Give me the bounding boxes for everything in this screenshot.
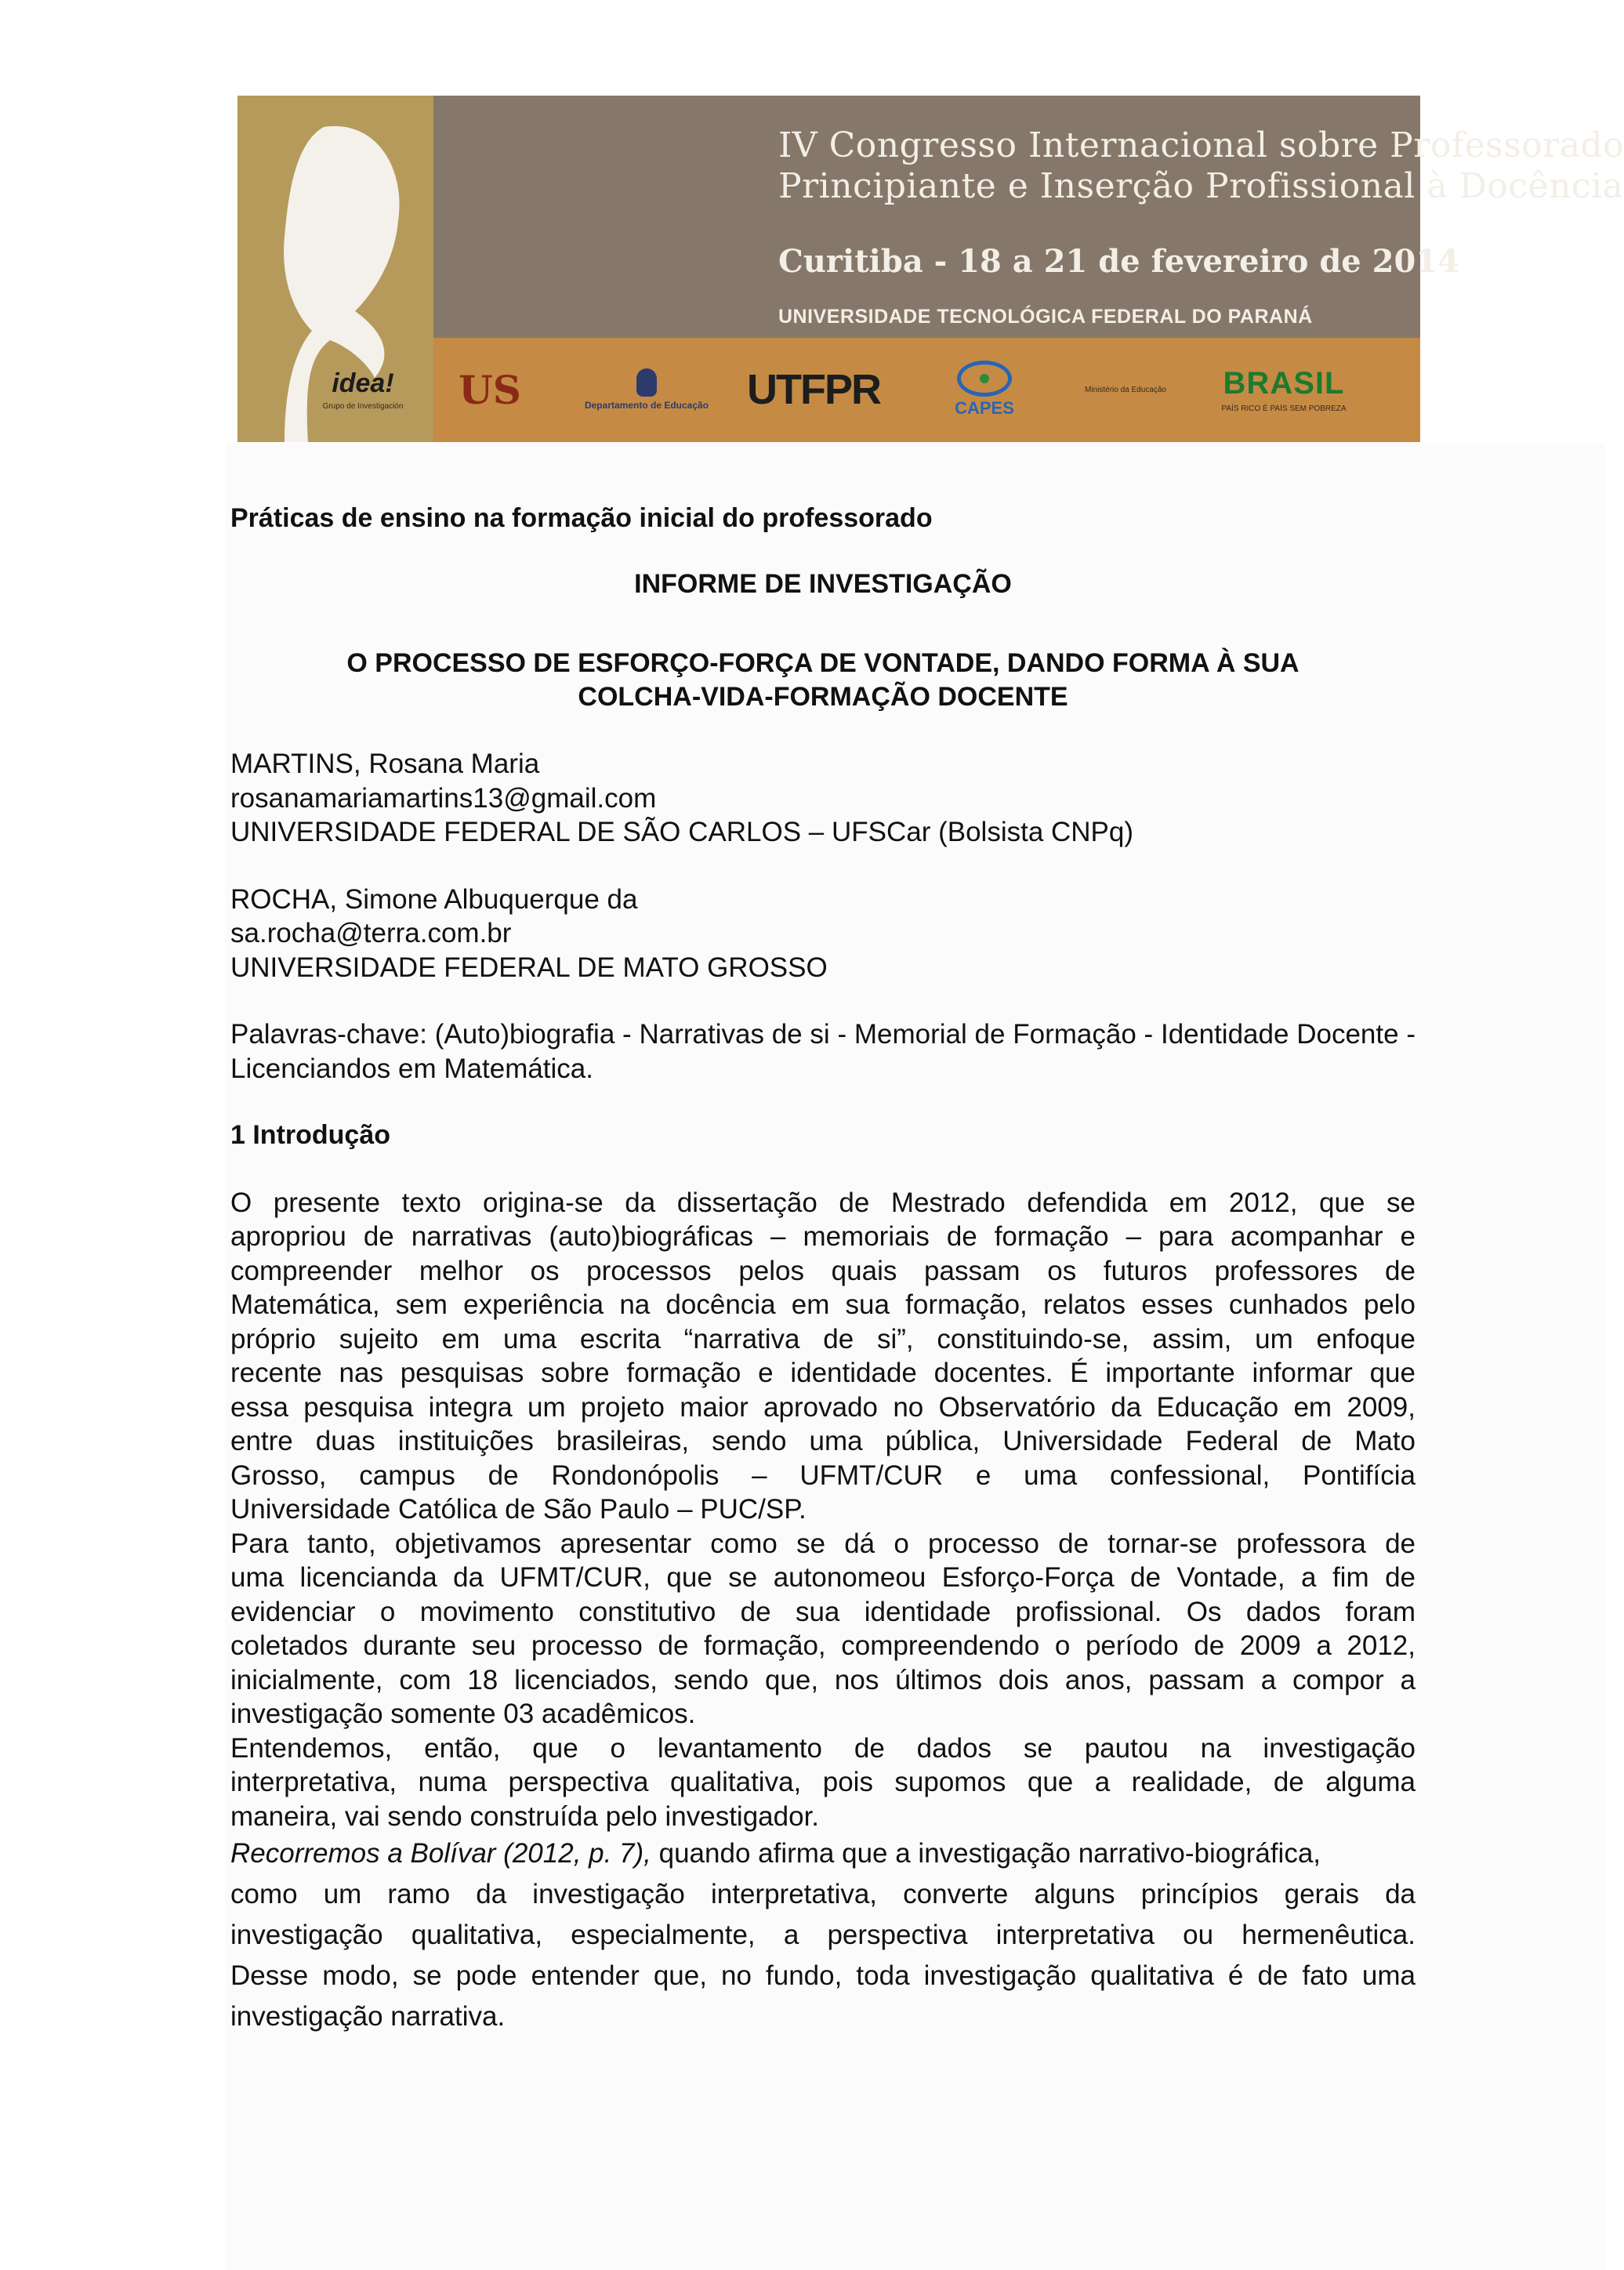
paper-title-line-2: COLCHA-VIDA-FORMAÇÃO DOCENTE — [578, 682, 1068, 712]
author-institution: UNIVERSIDADE FEDERAL DE MATO GROSSO — [230, 952, 828, 983]
paragraph-2 — [230, 1527, 1416, 1732]
conference-banner — [237, 96, 1624, 442]
paragraph-3 — [230, 1732, 1416, 1834]
text-line: Para tanto, objetivamos apresentar como se dá o processo de tornar-se professora de — [230, 1528, 1416, 1559]
keywords: Palavras-chave: (Auto)biografia - Narrativas de si - Memorial de Formação - Identidade Docente - Licenciandos em Matemática. — [230, 1019, 1416, 1084]
text-line: Grosso, campus de Rondonópolis – UFMT/CUR e uma confessional, Pontifícia — [230, 1460, 1416, 1491]
brasil-logo-text: BRASIL — [1223, 366, 1345, 401]
author-name: ROCHA, Simone Albuquerque da — [230, 883, 638, 915]
brasil-logo-slogan: PAÍS RICO É PAÍS SEM POBREZA — [1221, 404, 1347, 413]
text-line: investigação somente 03 acadêmicos. — [230, 1699, 696, 1729]
paragraph-4 — [230, 1833, 1416, 2037]
utfpr-logo — [739, 346, 888, 433]
banner-title-line-2: Principiante e Inserção Profissional à Docência — [778, 166, 1624, 206]
depe-logo-text: Departamento de Educação — [584, 400, 709, 411]
text-line: investigação qualitativa, especialmente, a perspectiva interpretativa ou hermenêutica. — [230, 1920, 1416, 1950]
text-line: próprio sujeito em uma escrita “narrativa de si”, constituindo-se, assim, um enfoque — [230, 1323, 1416, 1354]
document-body — [230, 502, 1416, 2037]
citation: Recorremos a Bolívar (2012, p. 7), — [230, 1838, 651, 1869]
author-block — [230, 747, 1416, 850]
text-line: Entendemos, então, que o levantamento de dados se pautou na investigação — [230, 1732, 1416, 1764]
text-line: uma licencianda da UFMT/CUR, que se autonomeou Esforço-Força de Vontade, a fim de — [230, 1562, 1416, 1593]
author-block — [230, 883, 1416, 985]
text-line — [230, 1833, 1416, 1874]
paragraph-1 — [230, 1186, 1416, 1527]
banner-title-line-1: IV Congresso Internacional sobre Professorado — [778, 125, 1624, 165]
ideas-logo — [304, 346, 422, 433]
banner-university: UNIVERSIDADE TECNOLÓGICA FEDERAL DO PARANÁ — [778, 306, 1313, 328]
ideas-logo-subtitle: Grupo de Investigación — [322, 402, 404, 411]
text-line: Universidade Católica de São Paulo – PUC/SP. — [230, 1494, 807, 1525]
text-line: como um ramo da investigação interpretativa, converte alguns princípios gerais da — [230, 1879, 1416, 1909]
utfpr-logo-text: UTFPR — [747, 366, 880, 413]
text-line: compreender melhor os processos pelos quais passam os futuros professores de — [230, 1255, 1416, 1286]
report-type: INFORME DE INVESTIGAÇÃO — [634, 568, 1012, 599]
text-line: inicialmente, com 18 licenciados, sendo que, nos últimos dois anos, passam a compor a — [230, 1664, 1416, 1695]
text-line: evidenciar o movimento constitutivo de sua identidade profissional. Os dados foram — [230, 1596, 1416, 1627]
ministerio-logo — [1082, 346, 1169, 433]
text-fragment: quando afirma que a investigação narrativo-biográfica, — [651, 1838, 1321, 1869]
us-logo-text: US — [459, 366, 521, 413]
brasil-logo — [1209, 346, 1358, 433]
author-email: rosanamariamartins13@gmail.com — [230, 782, 657, 814]
capes-ring-icon — [957, 361, 1012, 397]
text-line: Desse modo, se pode entender que, no fundo, toda investigação qualitativa é de fato uma — [230, 1960, 1416, 1991]
ministerio-logo-text: Ministério da Educação — [1085, 385, 1166, 394]
text-line: recente nas pesquisas sobre formação e identidade docentes. É importante informar que — [230, 1358, 1416, 1388]
author-name: MARTINS, Rosana Maria — [230, 749, 540, 779]
text-line: O presente texto origina-se da dissertação de Mestrado defendida em 2012, que se — [230, 1187, 1416, 1218]
depe-logo — [568, 346, 725, 433]
author-institution: UNIVERSIDADE FEDERAL DE SÃO CARLOS – UFSCar (Bolsista CNPq) — [230, 817, 1134, 847]
text-line: investigação narrativa. — [230, 2001, 506, 2032]
paper-title — [230, 647, 1416, 714]
text-line: coletados durante seu processo de formação, compreendendo o período de 2009 a 2012, — [230, 1630, 1416, 1661]
text-line: maneira, vai sendo construída pelo investigador. — [230, 1800, 820, 1832]
owl-icon — [636, 368, 657, 397]
section-heading: 1 Introdução — [230, 1120, 391, 1150]
section-name: Práticas de ensino na formação inicial do professorado — [230, 503, 933, 533]
capes-logo — [937, 346, 1031, 433]
text-line: essa pesquisa integra um projeto maior aprovado no Observatório da Educação em 2009, — [230, 1391, 1416, 1423]
text-line: Matemática, sem experiência na docência em sua formação, relatos esses cunhados pelo — [230, 1289, 1416, 1320]
banner-date-location: Curitiba - 18 a 21 de fevereiro de 2014 — [778, 243, 1459, 280]
ideas-logo-text: idea! — [332, 368, 394, 398]
text-line: apropriou de narrativas (auto)biográficas – memoriais de formação – para acompanhar e — [230, 1221, 1416, 1252]
text-line: interpretativa, numa perspectiva qualitativa, pois supomos que a realidade, de alguma — [230, 1767, 1416, 1797]
text-line: entre duas instituições brasileiras, sendo uma pública, Universidade Federal de Mato — [230, 1426, 1416, 1456]
paper-title-line-1: O PROCESSO DE ESFORÇO-FORÇA DE VONTADE, DANDO FORMA À SUA — [346, 648, 1300, 678]
capes-logo-text: CAPES — [955, 398, 1014, 418]
universidad-sevilla-logo — [443, 346, 537, 433]
author-email: sa.rocha@terra.com.br — [230, 918, 512, 948]
